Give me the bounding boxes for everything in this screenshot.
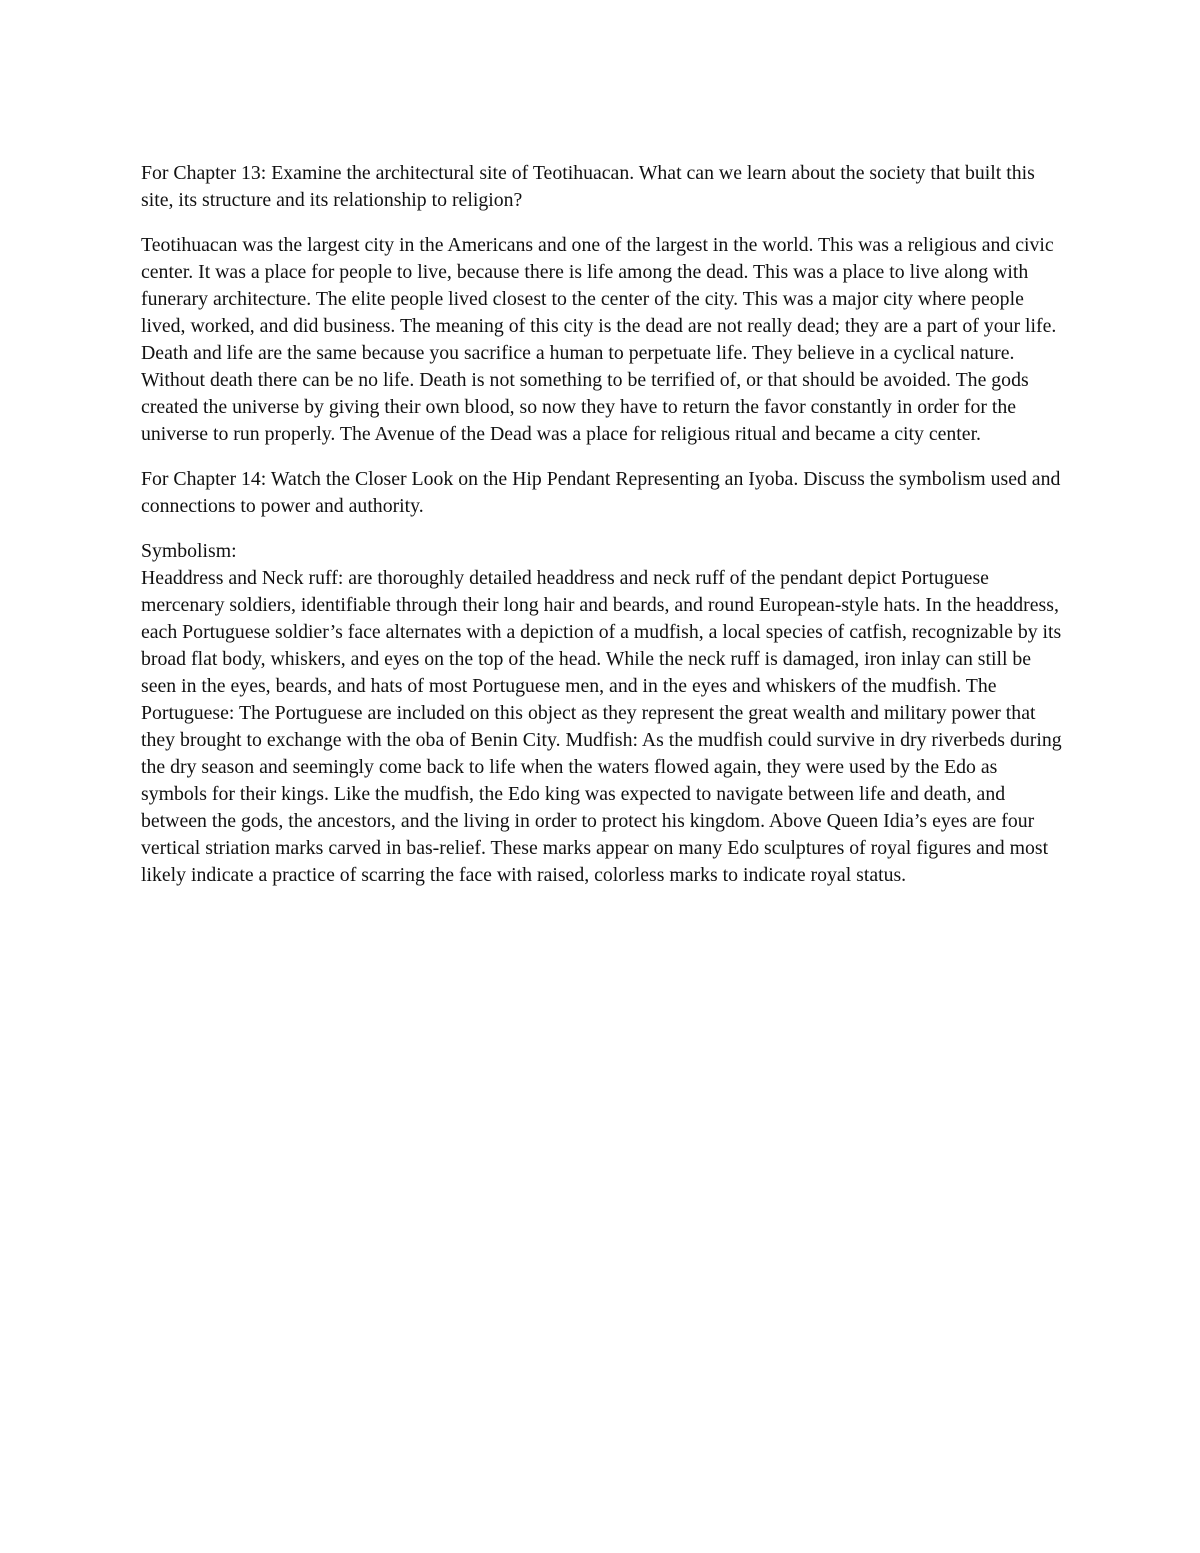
chapter-13-answer: Teotihuacan was the largest city in the Americans and one of the largest in the world. This was a religious and civic center. It was a place for people to live, because there is life among the dead. This was a place to live along with funerary architecture. The elite people lived closest to the center of the city. This was a major city where people lived, worked, and did business. The meaning of this city is the dead are not really dead; they are a part of your life. Death and life are the same because you sacrifice a human to perpetuate life. They believe in a cyclical nature. Without death there can be no life. Death is not something to be terrified of, or that should be avoided. The gods created the universe by giving their own blood, so now they have to return the favor constantly in order for the universe to run properly. The Avenue of the Dead was a place for religious ritual and became a city center.: [141, 234, 1057, 445]
chapter-14-answer-block: [141, 538, 1066, 889]
chapter-13-question: For Chapter 13: Examine the architectural site of Teotihuacan. What can we learn about the society that built this site, its structure and its relationship to religion?: [141, 162, 1035, 211]
symbolism-heading: Symbolism:: [141, 540, 237, 562]
chapter-14-question: For Chapter 14: Watch the Closer Look on the Hip Pendant Representing an Iyoba. Discuss the symbolism used and connections to power and authority.: [141, 468, 1061, 517]
chapter-14-answer: Headdress and Neck ruff: are thoroughly detailed headdress and neck ruff of the pendant depict Portuguese mercenary soldiers, identifiable through their long hair and beards, and round European-style hats. In the headdress, each Portuguese soldier’s face alternates with a depiction of a mudfish, a local species of catfish, recognizable by its broad flat body, whiskers, and eyes on the top of the head. While the neck ruff is damaged, iron inlay can still be seen in the eyes, beards, and hats of most Portuguese men, and in the eyes and whiskers of the mudfish. The Portuguese: The Portuguese are included on this object as they represent the great wealth and military power that they brought to exchange with the oba of Benin City. Mudfish: As the mudfish could survive in dry riverbeds during the dry season and seemingly come back to life when the waters flowed again, they were used by the Edo as symbols for their kings. Like the mudfish, the Edo king was expected to navigate between life and death, and between the gods, the ancestors, and the living in order to protect his kingdom. Above Queen Idia’s eyes are four vertical striation marks carved in bas-relief. These marks appear on many Edo sculptures of royal figures and most likely indicate a practice of scarring the face with raised, colorless marks to indicate royal status.: [141, 567, 1062, 886]
document-page: [141, 160, 1066, 889]
